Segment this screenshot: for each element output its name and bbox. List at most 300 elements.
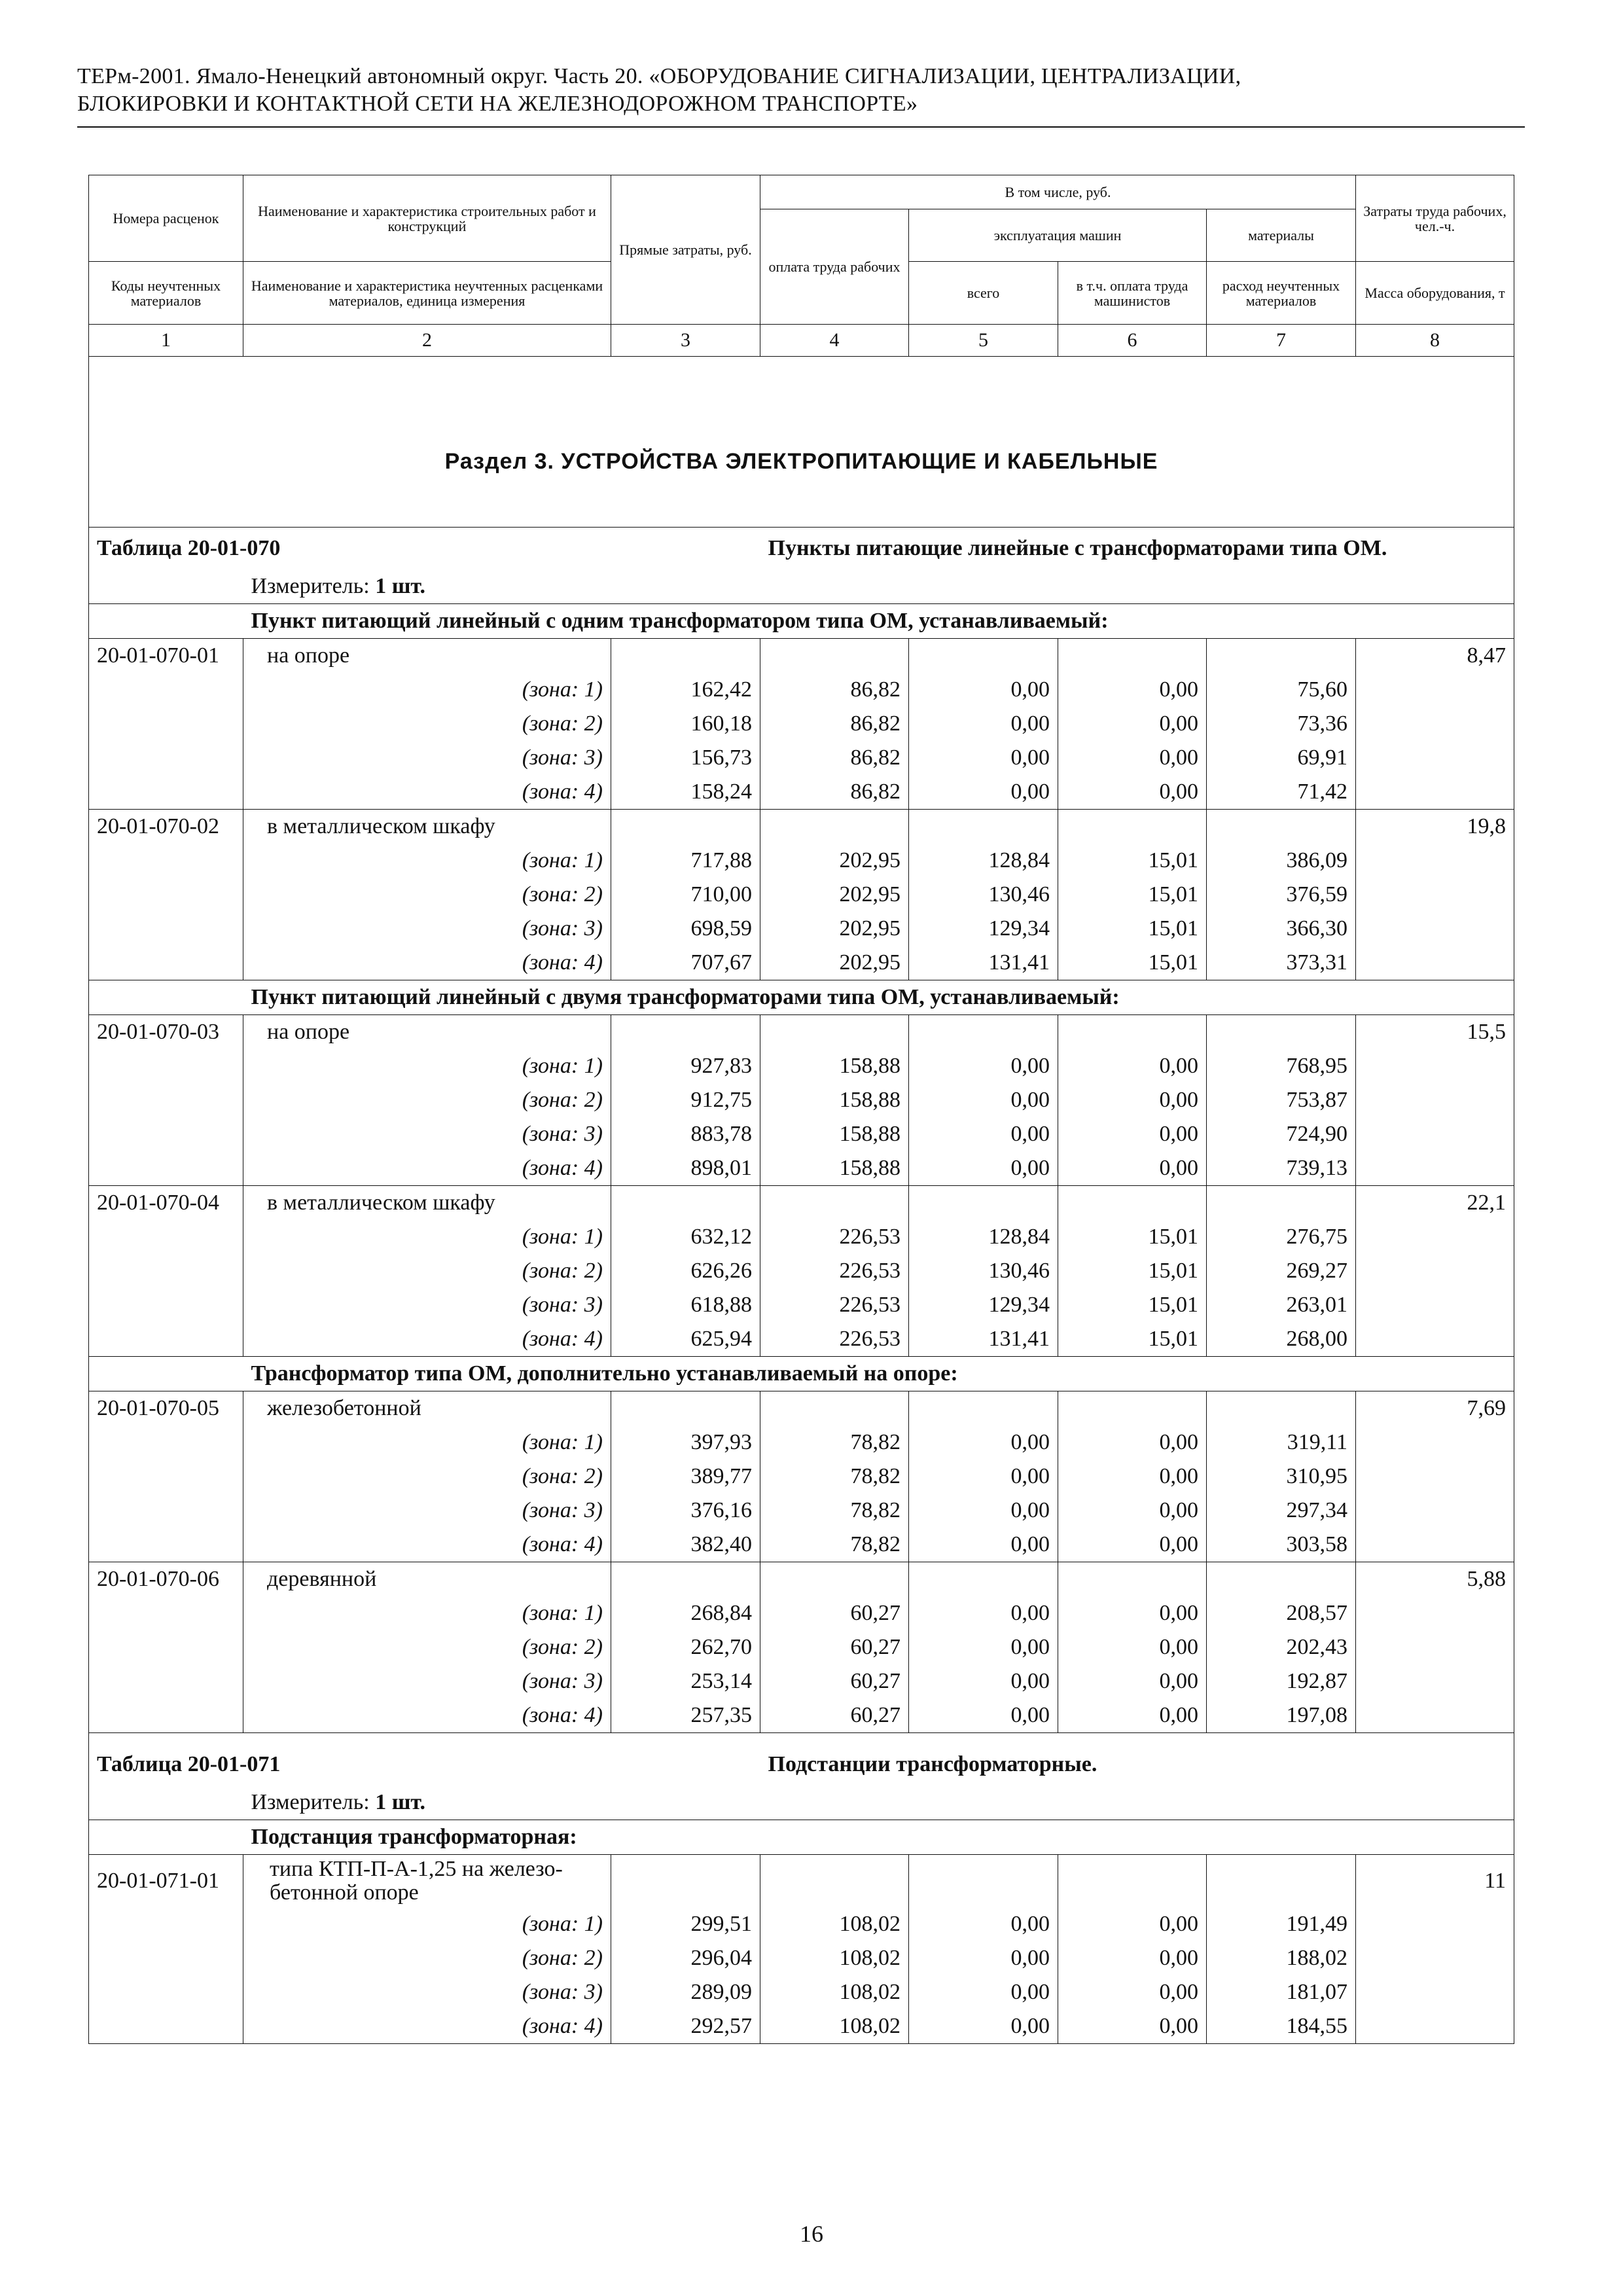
zone-row (89, 912, 1514, 946)
zone-label: (зона: 1) (243, 1426, 611, 1460)
machines-total: 0,00 (909, 1630, 1058, 1664)
empty-cell (89, 912, 243, 946)
empty-cell (89, 1083, 243, 1117)
zone-row (89, 1975, 1514, 2009)
empty-cell (760, 1391, 909, 1426)
empty-cell (89, 1630, 243, 1664)
materials-cost: 208,57 (1207, 1596, 1356, 1630)
zone-label: (зона: 4) (243, 946, 611, 980)
worker-wages: 86,82 (760, 775, 909, 810)
empty-cell (1356, 1288, 1514, 1322)
operator-wages: 0,00 (1058, 1630, 1207, 1664)
machines-total: 128,84 (909, 1220, 1058, 1254)
empty-cell (1207, 1562, 1356, 1597)
zone-row (89, 673, 1514, 707)
empty-cell (89, 707, 243, 741)
empty-cell (1356, 1117, 1514, 1151)
operator-wages: 15,01 (1058, 844, 1207, 878)
machines-total: 0,00 (909, 707, 1058, 741)
group-heading: Пункт питающий линейный с двумя трансформаторами типа ОМ, устанавливаемый: (243, 980, 1514, 1015)
rate-code: 20-01-070-04 (89, 1186, 243, 1221)
labor-costs: 8,47 (1356, 639, 1514, 673)
empty-cell (1207, 1391, 1356, 1426)
materials-cost: 181,07 (1207, 1975, 1356, 2009)
empty-cell (89, 1254, 243, 1288)
operator-wages: 15,01 (1058, 1254, 1207, 1288)
worker-wages: 158,88 (760, 1117, 909, 1151)
empty-cell (89, 1220, 243, 1254)
empty-cell (760, 1015, 909, 1050)
document-header (77, 63, 1524, 118)
empty-cell (1058, 639, 1207, 673)
column-number: 4 (760, 325, 909, 357)
empty-cell (909, 639, 1058, 673)
empty-cell (611, 1562, 760, 1597)
worker-wages: 86,82 (760, 707, 909, 741)
page-number: 16 (800, 2221, 823, 2247)
zone-label: (зона: 1) (243, 673, 611, 707)
operator-wages: 15,01 (1058, 1322, 1207, 1357)
zone-row (89, 1254, 1514, 1288)
empty-cell (89, 1288, 243, 1322)
machines-total: 131,41 (909, 946, 1058, 980)
zone-row (89, 2009, 1514, 2044)
zone-row (89, 844, 1514, 878)
zone-label: (зона: 4) (243, 1528, 611, 1562)
operator-wages: 0,00 (1058, 1664, 1207, 1698)
worker-wages: 158,88 (760, 1083, 909, 1117)
zone-label: (зона: 2) (243, 707, 611, 741)
header-equipment-mass: Масса оборудования, т (1356, 262, 1514, 325)
rate-code: 20-01-070-01 (89, 639, 243, 673)
empty-cell (611, 1186, 760, 1221)
worker-wages: 108,02 (760, 1941, 909, 1975)
empty-cell (89, 775, 243, 810)
header-work-name: Наименование и характеристика строительных работ и конструкций (243, 175, 611, 262)
meter-value: 1 шт. (375, 1790, 426, 1814)
operator-wages: 0,00 (1058, 673, 1207, 707)
zone-row (89, 1426, 1514, 1460)
direct-costs: 625,94 (611, 1322, 760, 1357)
labor-costs: 11 (1356, 1855, 1514, 1908)
rate-item-row (89, 1562, 1514, 1597)
machines-total: 0,00 (909, 1975, 1058, 2009)
column-number: 6 (1058, 325, 1207, 357)
zone-label: (зона: 2) (243, 878, 611, 912)
worker-wages: 78,82 (760, 1460, 909, 1494)
empty-cell (1356, 912, 1514, 946)
zone-row (89, 878, 1514, 912)
operator-wages: 0,00 (1058, 741, 1207, 775)
worker-wages: 60,27 (760, 1630, 909, 1664)
materials-cost: 739,13 (1207, 1151, 1356, 1186)
empty-cell (89, 1426, 243, 1460)
empty-cell (760, 1186, 909, 1221)
machines-total: 0,00 (909, 1151, 1058, 1186)
machines-total: 0,00 (909, 1698, 1058, 1733)
empty-cell (89, 673, 243, 707)
column-number: 2 (243, 325, 611, 357)
worker-wages: 78,82 (760, 1426, 909, 1460)
header-line-1: ТЕРм-2001. Ямало-Ненецкий автономный округ. Часть 20. «ОБОРУДОВАНИЕ СИГНАЛИЗАЦИИ, ЦЕНТРАЛИЗАЦИИ, (77, 64, 1241, 88)
materials-cost: 386,09 (1207, 844, 1356, 878)
machines-total: 0,00 (909, 1049, 1058, 1083)
group-heading-row (89, 1357, 1514, 1391)
zone-label: (зона: 2) (243, 1941, 611, 1975)
table-label: Таблица 20-01-070 (89, 528, 760, 570)
empty-cell (1356, 1220, 1514, 1254)
zone-row (89, 1083, 1514, 1117)
empty-cell (89, 878, 243, 912)
direct-costs: 296,04 (611, 1941, 760, 1975)
empty-cell (1207, 1186, 1356, 1221)
empty-cell (89, 1494, 243, 1528)
empty-cell (89, 604, 243, 639)
table-title-row (89, 1733, 1514, 1786)
labor-costs: 5,88 (1356, 1562, 1514, 1597)
operator-wages: 15,01 (1058, 878, 1207, 912)
direct-costs: 262,70 (611, 1630, 760, 1664)
rate-item-row (89, 639, 1514, 673)
zone-row (89, 1220, 1514, 1254)
empty-cell (760, 810, 909, 844)
zone-label: (зона: 2) (243, 1254, 611, 1288)
zone-row (89, 1528, 1514, 1562)
column-numbers-row (89, 325, 1514, 357)
empty-cell (89, 1907, 243, 1941)
direct-costs: 158,24 (611, 775, 760, 810)
table-title: Пункты питающие линейные с трансформаторами типа ОМ. (760, 528, 1514, 570)
column-number: 7 (1207, 325, 1356, 357)
header-operator-wages: в т.ч. оплата труда машинистов (1058, 262, 1207, 325)
zone-label: (зона: 1) (243, 844, 611, 878)
direct-costs: 156,73 (611, 741, 760, 775)
empty-cell (1207, 1855, 1356, 1908)
zone-label: (зона: 3) (243, 1288, 611, 1322)
group-heading: Подстанция трансформаторная: (243, 1820, 1514, 1855)
header-materials: материалы (1207, 209, 1356, 262)
materials-cost: 768,95 (1207, 1049, 1356, 1083)
zone-row (89, 1907, 1514, 1941)
worker-wages: 202,95 (760, 844, 909, 878)
empty-cell (1356, 2009, 1514, 2044)
zone-row (89, 1288, 1514, 1322)
meter-row (89, 569, 1514, 604)
rate-item-row (89, 1186, 1514, 1221)
empty-cell (1356, 878, 1514, 912)
operator-wages: 15,01 (1058, 946, 1207, 980)
operator-wages: 15,01 (1058, 1220, 1207, 1254)
empty-cell (1207, 1015, 1356, 1050)
zone-row (89, 1460, 1514, 1494)
machines-total: 0,00 (909, 1460, 1058, 1494)
direct-costs: 257,35 (611, 1698, 760, 1733)
empty-cell (611, 810, 760, 844)
zone-label: (зона: 3) (243, 741, 611, 775)
rate-item-row (89, 810, 1514, 844)
operator-wages: 0,00 (1058, 1596, 1207, 1630)
worker-wages: 60,27 (760, 1596, 909, 1630)
materials-cost: 263,01 (1207, 1288, 1356, 1322)
header-material-codes: Коды неучтенных материалов (89, 262, 243, 325)
machines-total: 0,00 (909, 1941, 1058, 1975)
empty-cell (89, 1528, 243, 1562)
rate-code: 20-01-070-03 (89, 1015, 243, 1050)
worker-wages: 86,82 (760, 673, 909, 707)
machines-total: 0,00 (909, 1083, 1058, 1117)
header-machine-operation: эксплуатация машин (909, 209, 1207, 262)
rate-item-row (89, 1015, 1514, 1050)
group-heading: Трансформатор типа ОМ, дополнительно устанавливаемый на опоре: (243, 1357, 1514, 1391)
worker-wages: 202,95 (760, 912, 909, 946)
machines-total: 0,00 (909, 1494, 1058, 1528)
zone-row (89, 1049, 1514, 1083)
worker-wages: 78,82 (760, 1494, 909, 1528)
empty-cell (909, 1391, 1058, 1426)
empty-cell (909, 810, 1058, 844)
zone-row (89, 1151, 1514, 1186)
materials-cost: 376,59 (1207, 878, 1356, 912)
section-title: Раздел 3. УСТРОЙСТВА ЭЛЕКТРОПИТАЮЩИЕ И КАБЕЛЬНЫЕ (89, 357, 1514, 528)
direct-costs: 707,67 (611, 946, 760, 980)
materials-cost: 310,95 (1207, 1460, 1356, 1494)
materials-cost: 191,49 (1207, 1907, 1356, 1941)
direct-costs: 292,57 (611, 2009, 760, 2044)
materials-cost: 297,34 (1207, 1494, 1356, 1528)
empty-cell (909, 1562, 1058, 1597)
operator-wages: 0,00 (1058, 1975, 1207, 2009)
zone-label: (зона: 1) (243, 1220, 611, 1254)
empty-cell (611, 1391, 760, 1426)
empty-cell (1058, 1855, 1207, 1908)
direct-costs: 376,16 (611, 1494, 760, 1528)
labor-costs: 7,69 (1356, 1391, 1514, 1426)
materials-cost: 753,87 (1207, 1083, 1356, 1117)
header-rule (77, 126, 1525, 128)
empty-cell (1356, 707, 1514, 741)
zone-label: (зона: 2) (243, 1460, 611, 1494)
empty-cell (89, 1460, 243, 1494)
worker-wages: 108,02 (760, 1907, 909, 1941)
zone-label: (зона: 4) (243, 775, 611, 810)
meter-row (89, 1785, 1514, 1820)
empty-cell (1356, 1322, 1514, 1357)
empty-cell (1207, 639, 1356, 673)
operator-wages: 0,00 (1058, 1117, 1207, 1151)
zone-label: (зона: 2) (243, 1630, 611, 1664)
header-including: В том числе, руб. (760, 175, 1356, 209)
empty-cell (1356, 1426, 1514, 1460)
direct-costs: 299,51 (611, 1907, 760, 1941)
zone-label: (зона: 3) (243, 1975, 611, 2009)
materials-cost: 192,87 (1207, 1664, 1356, 1698)
worker-wages: 226,53 (760, 1254, 909, 1288)
empty-cell (1356, 1151, 1514, 1186)
machines-total: 0,00 (909, 1907, 1058, 1941)
machines-total: 129,34 (909, 1288, 1058, 1322)
zone-label: (зона: 1) (243, 1596, 611, 1630)
header-line-2: БЛОКИРОВКИ И КОНТАКТНОЙ СЕТИ НА ЖЕЛЕЗНОДОРОЖНОМ ТРАНСПОРТЕ» (77, 92, 918, 116)
machines-total: 130,46 (909, 878, 1058, 912)
rate-name: на опоре (243, 1015, 611, 1050)
section-title-row (89, 357, 1514, 528)
empty-cell (611, 1015, 760, 1050)
materials-cost: 202,43 (1207, 1630, 1356, 1664)
header-rate-numbers: Номера расценок (89, 175, 243, 262)
worker-wages: 60,27 (760, 1698, 909, 1733)
table-title-row (89, 528, 1514, 570)
operator-wages: 0,00 (1058, 1426, 1207, 1460)
zone-row (89, 1322, 1514, 1357)
zone-label: (зона: 4) (243, 2009, 611, 2044)
zone-row (89, 1698, 1514, 1733)
header-machines-total: всего (909, 262, 1058, 325)
machines-total: 0,00 (909, 1117, 1058, 1151)
materials-cost: 373,31 (1207, 946, 1356, 980)
zone-row (89, 707, 1514, 741)
meter (243, 1785, 1514, 1820)
direct-costs: 927,83 (611, 1049, 760, 1083)
group-heading-row (89, 604, 1514, 639)
empty-cell (89, 1820, 243, 1855)
empty-cell (760, 1855, 909, 1908)
direct-costs: 698,59 (611, 912, 760, 946)
empty-cell (1058, 1186, 1207, 1221)
column-number: 3 (611, 325, 760, 357)
machines-total: 129,34 (909, 912, 1058, 946)
zone-label: (зона: 1) (243, 1049, 611, 1083)
materials-cost: 268,00 (1207, 1322, 1356, 1357)
zone-row (89, 1117, 1514, 1151)
zone-label: (зона: 4) (243, 1322, 611, 1357)
operator-wages: 0,00 (1058, 1941, 1207, 1975)
worker-wages: 60,27 (760, 1664, 909, 1698)
empty-cell (1356, 673, 1514, 707)
empty-cell (909, 1855, 1058, 1908)
materials-cost: 184,55 (1207, 2009, 1356, 2044)
rate-code: 20-01-070-02 (89, 810, 243, 844)
zone-label: (зона: 3) (243, 912, 611, 946)
worker-wages: 86,82 (760, 741, 909, 775)
header-worker-wages: оплата труда рабочих (760, 209, 909, 325)
worker-wages: 78,82 (760, 1528, 909, 1562)
worker-wages: 202,95 (760, 878, 909, 912)
empty-cell (89, 1049, 243, 1083)
rate-name: на опоре (243, 639, 611, 673)
empty-cell (89, 1151, 243, 1186)
header-unaccounted-materials: расход неучтенных материалов (1207, 262, 1356, 325)
operator-wages: 0,00 (1058, 1907, 1207, 1941)
rate-name: в металлическом шкафу (243, 810, 611, 844)
zone-label: (зона: 3) (243, 1117, 611, 1151)
worker-wages: 108,02 (760, 1975, 909, 2009)
empty-cell (1058, 810, 1207, 844)
zone-row (89, 1494, 1514, 1528)
operator-wages: 0,00 (1058, 2009, 1207, 2044)
empty-cell (760, 1562, 909, 1597)
operator-wages: 0,00 (1058, 707, 1207, 741)
header-material-names: Наименование и характеристика неучтенных расценками материалов, единица измерения (243, 262, 611, 325)
machines-total: 130,46 (909, 1254, 1058, 1288)
empty-cell (89, 1785, 243, 1820)
zone-row (89, 1630, 1514, 1664)
zone-row (89, 775, 1514, 810)
empty-cell (89, 1941, 243, 1975)
empty-cell (89, 1117, 243, 1151)
direct-costs: 162,42 (611, 673, 760, 707)
empty-cell (611, 1855, 760, 1908)
empty-cell (909, 1015, 1058, 1050)
empty-cell (89, 1698, 243, 1733)
materials-cost: 188,02 (1207, 1941, 1356, 1975)
empty-cell (1356, 844, 1514, 878)
empty-cell (1058, 1562, 1207, 1597)
direct-costs: 268,84 (611, 1596, 760, 1630)
direct-costs: 389,77 (611, 1460, 760, 1494)
empty-cell (89, 844, 243, 878)
machines-total: 0,00 (909, 2009, 1058, 2044)
materials-cost: 319,11 (1207, 1426, 1356, 1460)
empty-cell (89, 1357, 243, 1391)
direct-costs: 898,01 (611, 1151, 760, 1186)
machines-total: 128,84 (909, 844, 1058, 878)
rate-item-row (89, 1855, 1514, 1908)
rate-code: 20-01-070-05 (89, 1391, 243, 1426)
direct-costs: 717,88 (611, 844, 760, 878)
empty-cell (1356, 1494, 1514, 1528)
machines-total: 0,00 (909, 741, 1058, 775)
worker-wages: 158,88 (760, 1049, 909, 1083)
direct-costs: 382,40 (611, 1528, 760, 1562)
empty-cell (89, 980, 243, 1015)
zone-label: (зона: 3) (243, 1664, 611, 1698)
empty-cell (1356, 1698, 1514, 1733)
meter-label: Измеритель: (251, 1790, 370, 1814)
empty-cell (1356, 1460, 1514, 1494)
empty-cell (1356, 1596, 1514, 1630)
operator-wages: 0,00 (1058, 1528, 1207, 1562)
zone-label: (зона: 4) (243, 1151, 611, 1186)
direct-costs: 618,88 (611, 1288, 760, 1322)
machines-total: 131,41 (909, 1322, 1058, 1357)
labor-costs: 22,1 (1356, 1186, 1514, 1221)
table-label: Таблица 20-01-071 (89, 1733, 760, 1786)
worker-wages: 226,53 (760, 1322, 909, 1357)
operator-wages: 0,00 (1058, 1460, 1207, 1494)
rate-name: в металлическом шкафу (243, 1186, 611, 1221)
empty-cell (1356, 1664, 1514, 1698)
rate-code: 20-01-071-01 (89, 1855, 243, 1908)
table-title: Подстанции трансформаторные. (760, 1733, 1514, 1786)
materials-cost: 69,91 (1207, 741, 1356, 775)
rate-item-row (89, 1391, 1514, 1426)
empty-cell (1207, 810, 1356, 844)
materials-cost: 71,42 (1207, 775, 1356, 810)
direct-costs: 289,09 (611, 1975, 760, 2009)
header-labor-costs: Затраты труда рабочих, чел.-ч. (1356, 175, 1514, 262)
empty-cell (89, 741, 243, 775)
machines-total: 0,00 (909, 1664, 1058, 1698)
operator-wages: 15,01 (1058, 1288, 1207, 1322)
materials-cost: 73,36 (1207, 707, 1356, 741)
empty-cell (1356, 1083, 1514, 1117)
machines-total: 0,00 (909, 673, 1058, 707)
group-heading-row (89, 980, 1514, 1015)
group-heading: Пункт питающий линейный с одним трансформатором типа ОМ, устанавливаемый: (243, 604, 1514, 639)
direct-costs: 397,93 (611, 1426, 760, 1460)
direct-costs: 710,00 (611, 878, 760, 912)
materials-cost: 197,08 (1207, 1698, 1356, 1733)
